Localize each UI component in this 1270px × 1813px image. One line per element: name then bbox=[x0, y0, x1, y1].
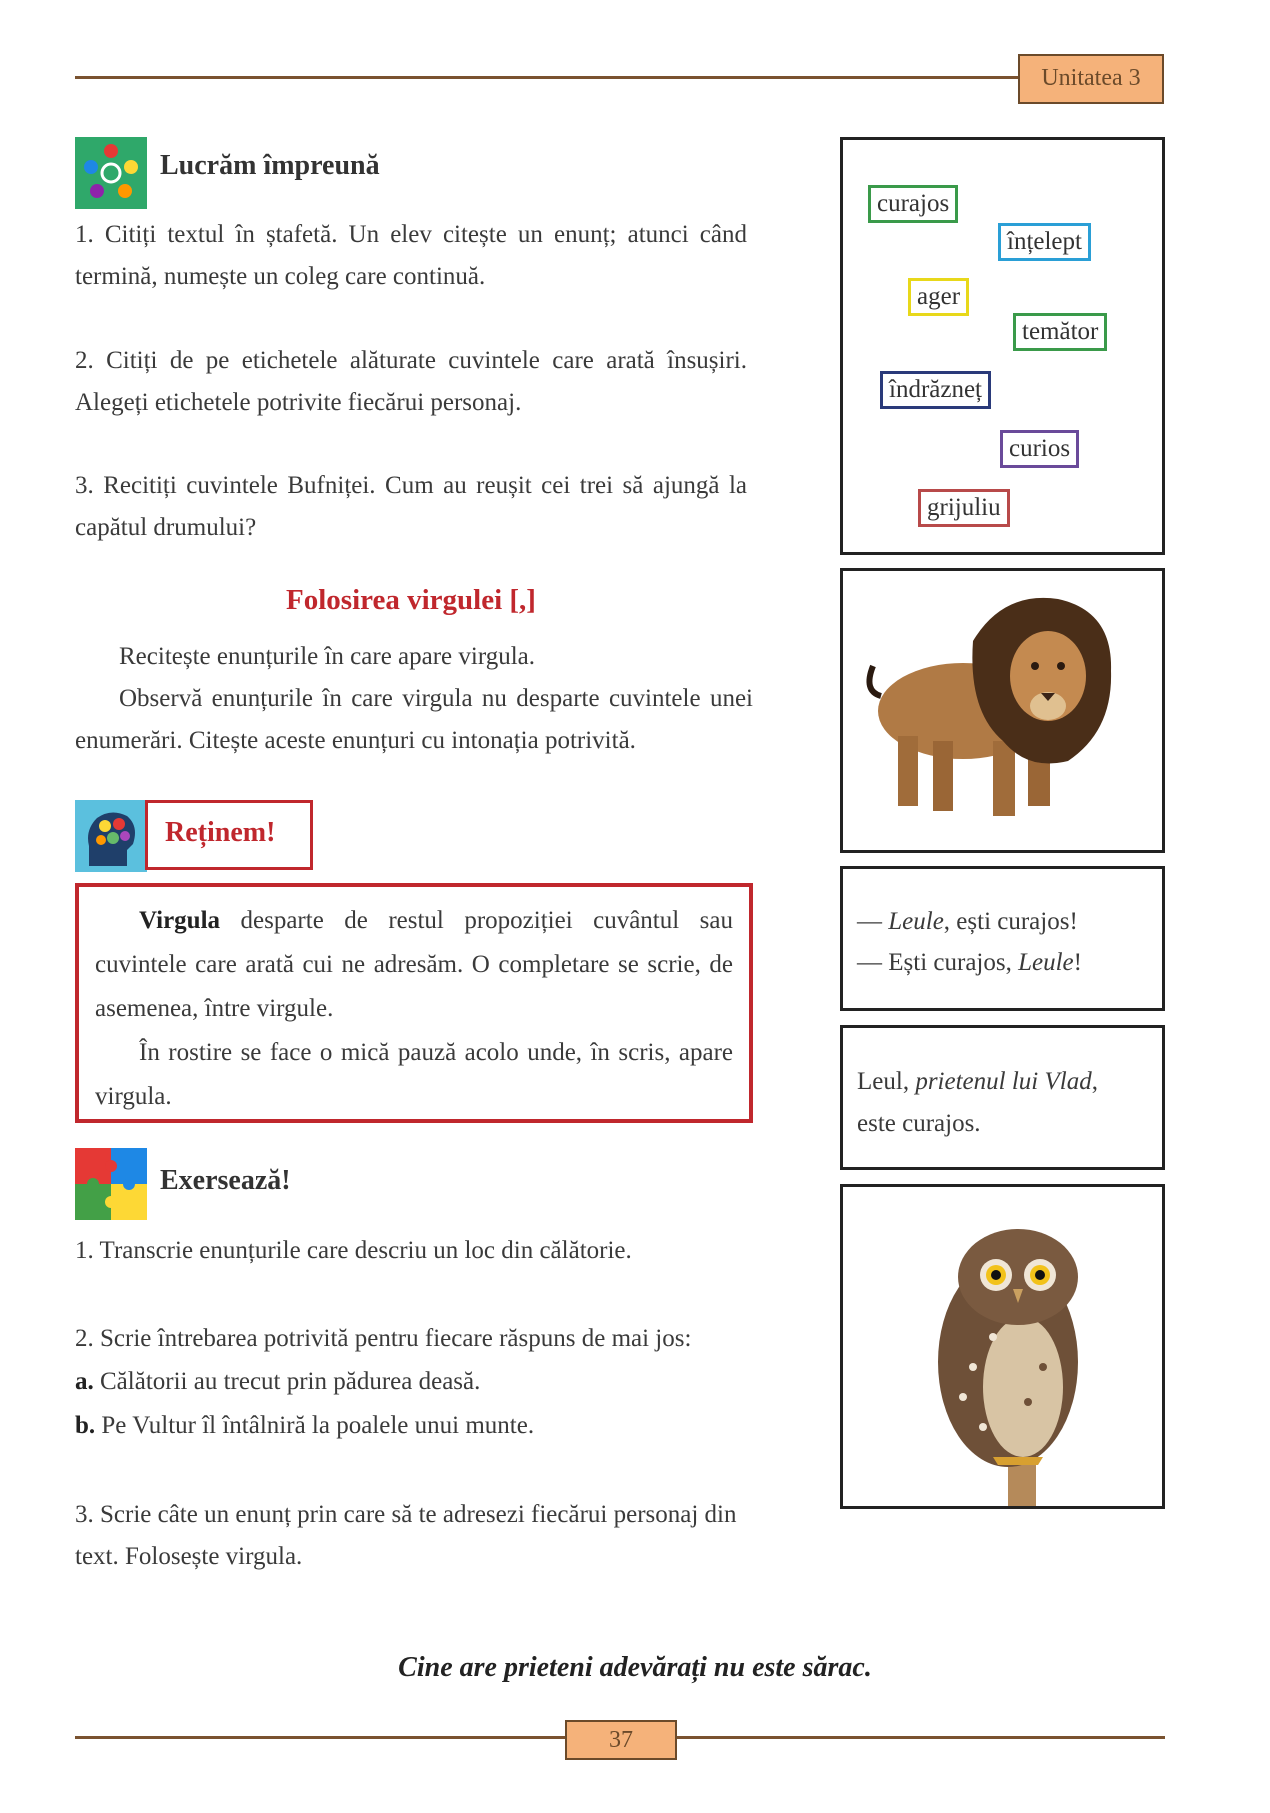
exerseaza-item-1: 1. Transcrie enunțurile care descriu un loc din călătorie. bbox=[75, 1237, 632, 1264]
unit-tag: Unitatea 3 bbox=[1018, 54, 1164, 104]
retinem-title-box bbox=[145, 800, 313, 870]
label-ager: ager bbox=[908, 278, 969, 316]
label-curios: curios bbox=[1000, 430, 1079, 468]
label-temator: temător bbox=[1013, 313, 1107, 351]
exerseaza-item-2a bbox=[75, 1361, 753, 1403]
ex2-end: ! bbox=[1073, 949, 1082, 976]
ex2-start: — Ești curajos, bbox=[857, 949, 1019, 976]
ex1-rest: , ești curajos! bbox=[943, 908, 1078, 935]
ex2-italic: Leule bbox=[1018, 949, 1074, 976]
owl-frame bbox=[840, 1184, 1165, 1509]
group-work-icon bbox=[75, 137, 147, 209]
example-1-line-2 bbox=[857, 942, 1082, 984]
header-rule bbox=[75, 76, 1020, 79]
exerseaza-item-2: 2. Scrie întrebarea potrivită pentru fiecare răspuns de mai jos: bbox=[75, 1325, 692, 1352]
virgula-paragraph-1: Recitește enunțurile în care apare virgula. bbox=[119, 643, 536, 670]
ex3-start: Leul, bbox=[857, 1068, 916, 1095]
exerseaza-item-3: 3. Scrie câte un enunț prin care să te adresezi fiecărui personaj din text. Folosește virgula. bbox=[75, 1501, 737, 1570]
retinem-title: Reținem! bbox=[165, 817, 276, 848]
ex1-dash: — bbox=[857, 908, 889, 935]
virgula-text bbox=[75, 636, 753, 762]
label-indraznet: îndrăzneț bbox=[880, 371, 991, 409]
owl-illustration bbox=[843, 1187, 1162, 1506]
page-number: 37 bbox=[565, 1720, 677, 1760]
ex1-italic: Leule bbox=[888, 908, 944, 935]
example-frame-2 bbox=[840, 1025, 1165, 1170]
virgula-paragraph-2: Observă enunțurile în care virgula nu desparte cuvintele unei enumerări. Citește aceste enunțuri cu intonația potrivită. bbox=[75, 685, 753, 754]
brain-head-icon bbox=[75, 800, 147, 872]
proverb: Cine are prieteni adevărați nu este sărac. bbox=[398, 1652, 872, 1683]
lion-frame bbox=[840, 568, 1165, 853]
retinem-bold-word: Virgula bbox=[139, 907, 221, 934]
item-2b-text: Pe Vultur îl întâlniră la poalele unui munte. bbox=[95, 1412, 535, 1439]
virgula-title: Folosirea virgulei [,] bbox=[286, 584, 536, 616]
label-grijuliu: grijuliu bbox=[918, 489, 1010, 527]
item-2a-letter: a. bbox=[75, 1368, 94, 1395]
example-2-line-1 bbox=[857, 1061, 1098, 1103]
retinem-paragraph-2: În rostire se face o mică pauză acolo unde, în scris, apare virgula. bbox=[95, 1039, 733, 1110]
lion-illustration bbox=[843, 571, 1162, 850]
labels-frame bbox=[840, 137, 1165, 555]
exerseaza-title: Exersează! bbox=[160, 1165, 291, 1196]
example-1-line-1 bbox=[857, 901, 1078, 943]
example-frame-1 bbox=[840, 866, 1165, 1011]
label-curajos: curajos bbox=[868, 185, 958, 223]
ex3-end: , bbox=[1091, 1068, 1098, 1095]
lucram-title: Lucrăm împreună bbox=[160, 150, 380, 181]
lucram-item-3: 3. Recitiți cuvintele Bufniței. Cum au reușit cei trei să ajungă la capătul drumului? bbox=[75, 472, 747, 541]
lucram-item-2: 2. Citiți de pe etichetele alăturate cuvintele care arată însușiri. Alegeți etichetele potrivite fiecărui personaj. bbox=[75, 347, 747, 416]
retinem-text-1: desparte de restul propoziției cuvântul sau cuvintele care arată cui ne adresăm. O completare se scrie, de asemenea, între virgule. bbox=[95, 907, 733, 1022]
item-2b-letter: b. bbox=[75, 1412, 96, 1439]
item-2a-text: Călătorii au trecut prin pădurea deasă. bbox=[93, 1368, 481, 1395]
label-intelept: înțelept bbox=[998, 223, 1091, 261]
lucram-item-1: 1. Citiți textul în ștafetă. Un elev citește un enunț; atunci când termină, numește un coleg care continuă. bbox=[75, 221, 747, 290]
retinem-box bbox=[75, 883, 753, 1123]
exerseaza-item-2b bbox=[75, 1405, 753, 1447]
ex3-italic: prietenul lui Vlad bbox=[915, 1068, 1092, 1095]
example-2-line-2: este curajos. bbox=[857, 1110, 981, 1137]
retinem-paragraph-1 bbox=[95, 899, 733, 1031]
puzzle-icon bbox=[75, 1148, 147, 1220]
